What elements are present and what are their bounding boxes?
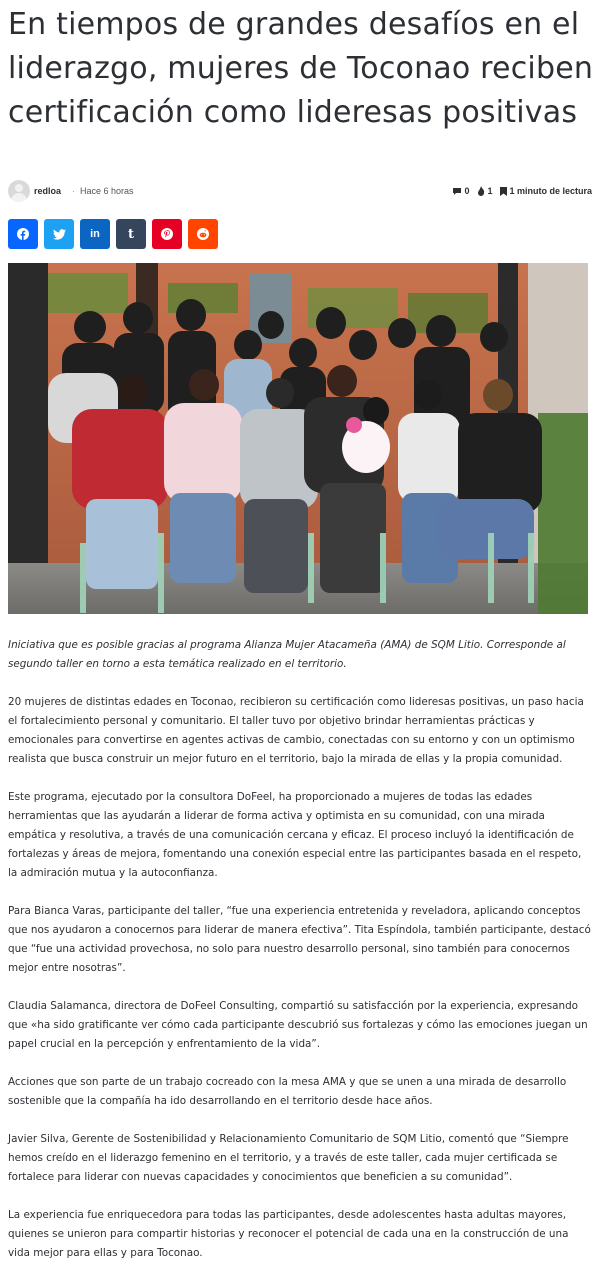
post-date: Hace 6 horas <box>80 186 134 196</box>
article-body <box>8 636 592 1282</box>
meta-separator: · <box>72 186 75 196</box>
linkedin-icon: in <box>90 228 100 240</box>
share-buttons <box>8 219 218 249</box>
paragraph: Javier Silva, Gerente de Sostenibilidad y Relacionamiento Comunitario de SQM Litio, comentó que “Siempre hemos creído en el liderazgo femenino en el territorio, y a través de este taller, cada mujer certificada se fortalece para liderar con nuevas capacidades y conocimientos que beneficien a su comunidad”. <box>8 1133 569 1183</box>
paragraph: Acciones que son parte de un trabajo cocreado con la mesa AMA y que se unen a una mirada de desarrollo sostenible que la compañía ha ido desarrollando en el territorio desde hace años. <box>8 1076 567 1107</box>
comment-icon <box>452 187 462 196</box>
group-photo-image <box>8 263 588 614</box>
paragraph: Para Bianca Varas, participante del taller, “fue una experiencia entretenida y reveladora, aplicando conceptos que nos ayudaron a conocernos para liderar de manera efectiva”. Tita Espíndola, también participante, destacó que “fue una actividad provechosa, no solo para nuestro desarrollo personal, sino también para conocernos mejor entre nosotras”. <box>8 905 591 974</box>
author-avatar[interactable] <box>8 180 30 202</box>
pinterest-icon <box>161 228 173 240</box>
comments-count[interactable]: 0 <box>452 186 469 196</box>
tumblr-icon: t <box>127 226 134 242</box>
twitter-icon <box>53 229 66 240</box>
paragraph: La experiencia fue enriquecedora para todas las participantes, desde adolescentes hasta adultas mayores, quienes se unieron para compartir historias y reconocer el potencial de cada una en la construcción de una vida mejor para ellas y para Toconao. <box>8 1209 569 1259</box>
linkedin-share-button[interactable] <box>80 219 110 249</box>
tumblr-share-button[interactable] <box>116 219 146 249</box>
pinterest-share-button[interactable] <box>152 219 182 249</box>
paragraph: Este programa, ejecutado por la consultora DoFeel, ha proporcionado a mujeres de todas las edades herramientas que las ayudarán a liderar de forma activa y optimista en su comunidad, con una mirada empática y resolutiva, a través de una comunicación cercana y eficaz. El proceso incluyó la identificación de fortalezas y áreas de mejora, fomentando una conexión especial entre las participantes basada en el respeto, la admiración mutua y la autoconfianza. <box>8 791 582 879</box>
reddit-share-button[interactable] <box>188 219 218 249</box>
post-stats <box>452 186 592 196</box>
article-lead: Iniciativa que es posible gracias al programa Alianza Mujer Atacameña (AMA) de SQM Litio. Corresponde al segundo taller en torno a esta temática realizado en el territorio. <box>8 639 566 670</box>
article-title: En tiempos de grandes desafíos en el liderazgo, mujeres de Toconao reciben certificación como lideresas positivas <box>8 7 594 130</box>
fire-icon <box>477 186 485 196</box>
author-name[interactable]: redloa <box>34 186 62 196</box>
facebook-icon <box>17 228 29 240</box>
post-meta <box>8 180 592 202</box>
twitter-share-button[interactable] <box>44 219 74 249</box>
views-count: 1 <box>477 186 492 196</box>
paragraph: 20 mujeres de distintas edades en Toconao, recibieron su certificación como lideresas positivas, un paso hacia el fortalecimiento personal y comunitario. El taller tuvo por objetivo brindar herramientas prácticas y emocionales para convertirse en agentes activas de cambio, conectadas con su entorno y con un optimismo realista que busca construir un mejor futuro en el territorio, bajo la mirada de ellas y la propia comunidad. <box>8 696 584 765</box>
article-featured-photo <box>8 263 588 614</box>
read-time: 1 minuto de lectura <box>500 186 592 196</box>
paragraph: Claudia Salamanca, directora de DoFeel Consulting, compartió su satisfacción por la experiencia, expresando que «ha sido gratificante ver cómo cada participante descubrió sus fortalezas y cómo las emociones juegan un papel crucial en la percepción y enfrentamiento de la vida”. <box>8 1000 588 1050</box>
reddit-icon <box>197 228 209 240</box>
bookmark-icon <box>500 187 507 196</box>
facebook-share-button[interactable] <box>8 219 38 249</box>
